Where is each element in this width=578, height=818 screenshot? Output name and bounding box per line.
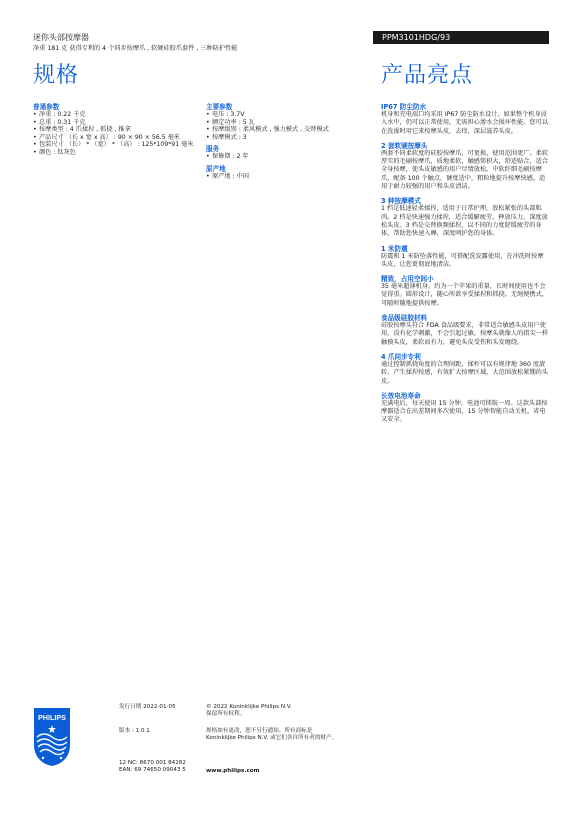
spec-item: • 按摩模式 : 3 [206,134,366,142]
highlight-text: 硅胶按摩头符合 FDA 食品级要求，非常适合敏感头皮用户使用，没有化学刺激，不会引起过敏。按摩头就像人的指尖一样触摸头皮，柔软而有力，避免头皮受伤和头发缠绕。 [381,322,549,346]
disclaimer [206,728,337,743]
spec-group-main [206,103,366,141]
rights-line: 保留所有权利。 [206,711,246,718]
spec-item: • 总重 : 0.31 千克 [33,119,198,127]
product-subtitle: 净重 181 克 获得专利的 4 个同步按摩爪 , 软硬硅胶爪套件 , 三种防护性能 [33,45,238,52]
highlights-list [381,103,549,431]
highlight-heading: 精致，占用空间小 [381,275,434,284]
highlight-item [381,142,549,191]
highlight-item [381,245,549,270]
spec-item: • 额定功率 : 5 瓦 [206,119,366,127]
logo-wordmark: PHILIPS [38,713,66,722]
spec-group-heading: 普通参数 [33,103,60,111]
spec-item: • 电压 : 3.7V [206,111,366,119]
spec-group-heading: 服务 [206,145,220,154]
spec-item: • 按摩级别 : 柔风模式 , 强力模式 , 交替模式 [206,126,366,134]
highlight-text: 1 档是低速轻柔揉捏，适用于日常护理，放松紧张的头部肌肉。2 档是快速强力揉捏，适合缓解疲劳，释放压力，深度放松头皮。3 档是交替换频揉捏，以不同的力度舒缓疲劳的身体，帮助您快速入睡，深度呵护您的身体。 [381,205,548,238]
highlight-item [381,353,549,386]
spec-item: • 原产地 : 中国 [206,173,366,181]
spec-group-general [33,103,198,157]
highlight-heading: 1 米防震 [381,244,408,253]
highlight-item [381,314,549,347]
issue-date: 发行日期 2022-01-05 [119,704,176,710]
spec-item: • 包装尺寸 （长） * （宽） * （高） : 125*109*91 毫米 [33,141,198,149]
highlight-text: 35 毫米超薄机身，约为一个苹果的重量，长时间使用也不会觉得重。圆形设计，随心所欲享受揉捏和抓挠。无绳便携式，可随时随地提供按摩。 [381,283,549,307]
highlight-text: 充满电后，每天使用 15 分钟，电池可续航一周。这款头部按摩器适合在出差期间多次使用，15 分钟智能自动关机，省电又安全。 [381,399,548,424]
version: 版本 : 1.0.1 [119,728,150,734]
product-codes [119,760,186,775]
spec-group-heading: 原产地 [206,164,226,173]
disclaimer-line: Koninklijke Philips N.V. 或它们各自所有者的财产。 [206,735,338,742]
website-link[interactable]: www.philips.com [206,768,260,774]
highlight-text: 通过控制抓挠角度的合理间距，揉杆可以有规律地 360 度旋转，产生揉捏按感，有效扩大按摩区域，大范围放松紧绷的头皮。 [381,360,549,385]
nc-code: 12 NC: 8670 001 84282 [119,760,186,766]
highlight-heading: 食品级硅胶材料 [381,314,428,323]
specs-title: 规格 [33,63,80,88]
spec-group-heading: 主要参数 [206,103,233,111]
highlights-title: 产品亮点 [381,63,474,88]
highlight-item [381,103,549,136]
model-number-badge: PPM3101HDG/93 [373,31,549,44]
disclaimer-line: 规格如有更改，恕不另行通知。所有商标是 [206,728,313,734]
highlight-item [381,275,549,308]
spec-group-origin [206,165,366,181]
specs-column-general [33,103,198,160]
highlight-heading: IP67 防尘防水 [381,103,427,111]
highlight-heading: 3 种按摩模式 [381,197,421,206]
ean-code: EAN: 69 74650 09043 5 [119,767,186,774]
spec-group-service [206,145,366,161]
philips-shield-logo-icon [33,707,71,767]
highlight-text: 机身和充电端口均采用 IP67 防尘防水设计。如果整个机身浸入水中，仍可以正常使用，无需担心渗水会损坏性能。您可以在洗澡时用它来按摩头皮，去痒，深层滋养头皮。 [381,111,549,135]
spec-item: • 产品尺寸 （长 x 宽 x 高） : 90 × 90 × 56.5 毫米 [33,134,198,142]
highlight-text: 两套不同柔软度的硅胶按摩爪，可更换，使用范围更广。柔软厚实的毛刷按摩爪，质地柔软，触感简积大，舒适贴合，适合全身按摩，使头皮敏感的用户尽情放松。中软纤细毛刷按摩爪，配备 100 个触点，硬度适中，粗粒地提升按摩快感。适用于耐力较强的用户和头皮清洁。 [381,149,549,191]
highlight-heading: 2 套软硬按摩头 [381,141,428,150]
highlight-item [381,197,549,238]
highlight-heading: 4 爪同步专利 [381,352,421,361]
specs-column-main [206,103,366,184]
highlight-item [381,392,549,425]
spec-item: • 颜色 : 钛灰色 [33,149,198,157]
spec-item: • 按摩类型 : 4 爪揉捏 , 抓挠 , 推拿 [33,126,198,134]
copyright-line: © 2022 Koninklijke Philips N.V. [206,704,292,710]
product-title: 迷你头部按摩器 [33,33,89,42]
spec-item: • 净重 : 0.22 千克 [33,111,198,119]
spec-item: • 保修期 : 2 年 [206,153,366,161]
highlight-text: 防震和 1 米防坠落性能，可搭配洗发露使用，在冲洗时按摩头皮，让您更彻底地清洁。 [381,252,544,268]
highlight-heading: 长效电池寿命 [381,391,421,400]
copyright [206,704,292,719]
